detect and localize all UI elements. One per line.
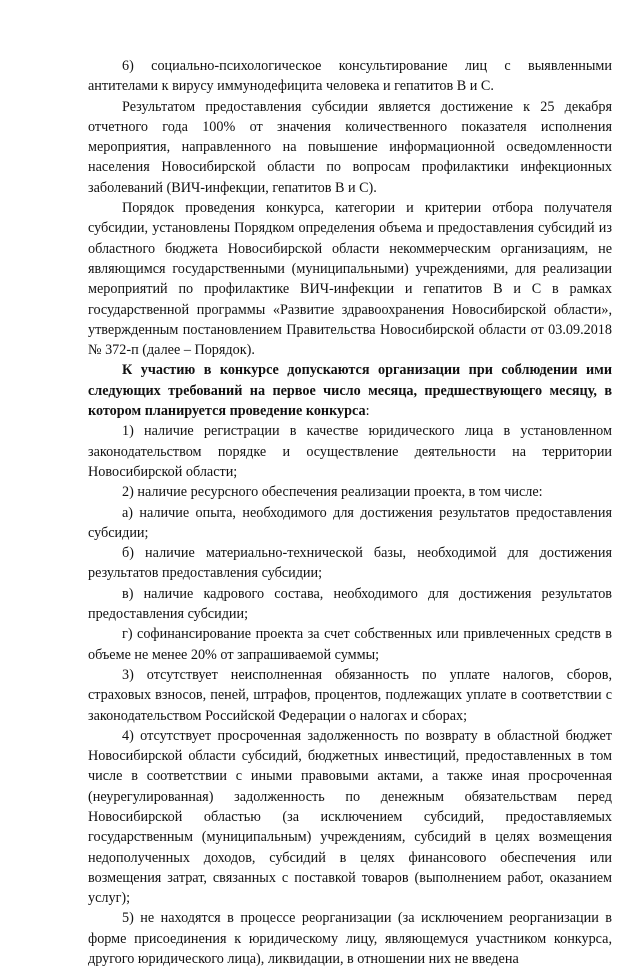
paragraph-requirement-2b: б) наличие материально-технической базы, необходимой для достижения результатов предоставления субсидии; [88,545,612,582]
paragraph-contest-procedure: Порядок проведения конкурса, категории и критерии отбора получателя субсидии, установлены Порядком определения объема и предоставления субсидий из областного бюджета Новосибирской области некоммерческим организациям, не являющимся государственными (муниципальными) учреждениями, для реализации мероприятий по профилактике ВИЧ-инфекции и гепатитов В и С в рамках государственной программы «Развитие здравоохранения Новосибирской области», утвержденным постановлением Правительства Новосибирской области от 03.09.2018 № 372-п (далее – Порядок). [88,200,612,359]
admission-requirements-bold-text: К участию в конкурсе допускаются организации при соблюдении ими следующих требований на первое число месяца, предшествующего месяцу, в котором планируется проведение конкурса [88,362,612,420]
paragraph-requirement-2g: г) софинансирование проекта за счет собственных или привлеченных средств в объеме не менее 20% от запрашиваемой суммы; [88,626,612,663]
admission-requirements-colon: : [365,403,370,420]
paragraph-requirement-5: 5) не находятся в процессе реорганизации (за исключением реорганизации в форме присоединения к юридическому лицу, являющемуся участником конкурса, другого юридического лица), ликвидации, в отношении них не введена [88,910,612,968]
paragraph-admission-requirements [88,360,612,421]
paragraph-requirement-4: 4) отсутствует просроченная задолженность по возврату в областной бюджет Новосибирской области субсидий, бюджетных инвестиций, предоставленных в том числе в соответствии с иными правовыми актами, а также иная просроченная (неурегулированная) задолженность по денежным обязательствам перед Новосибирской областью (за исключением субсидий, предоставляемых государственным (муниципальным) учреждениям, субсидий в целях возмещения недополученных доходов, субсидий в целях финансового обеспечения или возмещения затрат, связанных с поставкой товаров (выполнением работ, оказанием услуг); [88,727,612,907]
paragraph-requirement-3: 3) отсутствует неисполненная обязанность по уплате налогов, сборов, страховых взносов, пеней, штрафов, процентов, подлежащих уплате в соответствии с законодательством Российской Федерации о налогах и сборах; [88,666,612,724]
paragraph-requirement-2: 2) наличие ресурсного обеспечения реализации проекта, в том числе: [122,484,543,501]
paragraph-requirement-1: 1) наличие регистрации в качестве юридического лица в установленном законодательством порядке и осуществление деятельности на территории Новосибирской области; [88,423,612,480]
paragraph-subsidy-result: Результатом предоставления субсидии является достижение к 25 декабря отчетного года 100% от значения количественного показателя исполнения мероприятия, направленного на повышение информационной осведомленности населения Новосибирской области по вопросам профилактики инфекционных заболеваний (ВИЧ-инфекции, гепатитов В и С). [88,98,612,196]
paragraph-requirement-2v: в) наличие кадрового состава, необходимого для достижения результатов предоставления субсидии; [88,585,612,623]
paragraph-requirement-2a: а) наличие опыта, необходимого для достижения результатов предоставления субсидии; [88,504,612,541]
paragraph-item-6: 6) социально-психологическое консультирование лиц с выявленными антителами к вирусу иммунодефицита человека и гепатитов В и С. [88,58,612,95]
document-body [88,56,612,969]
